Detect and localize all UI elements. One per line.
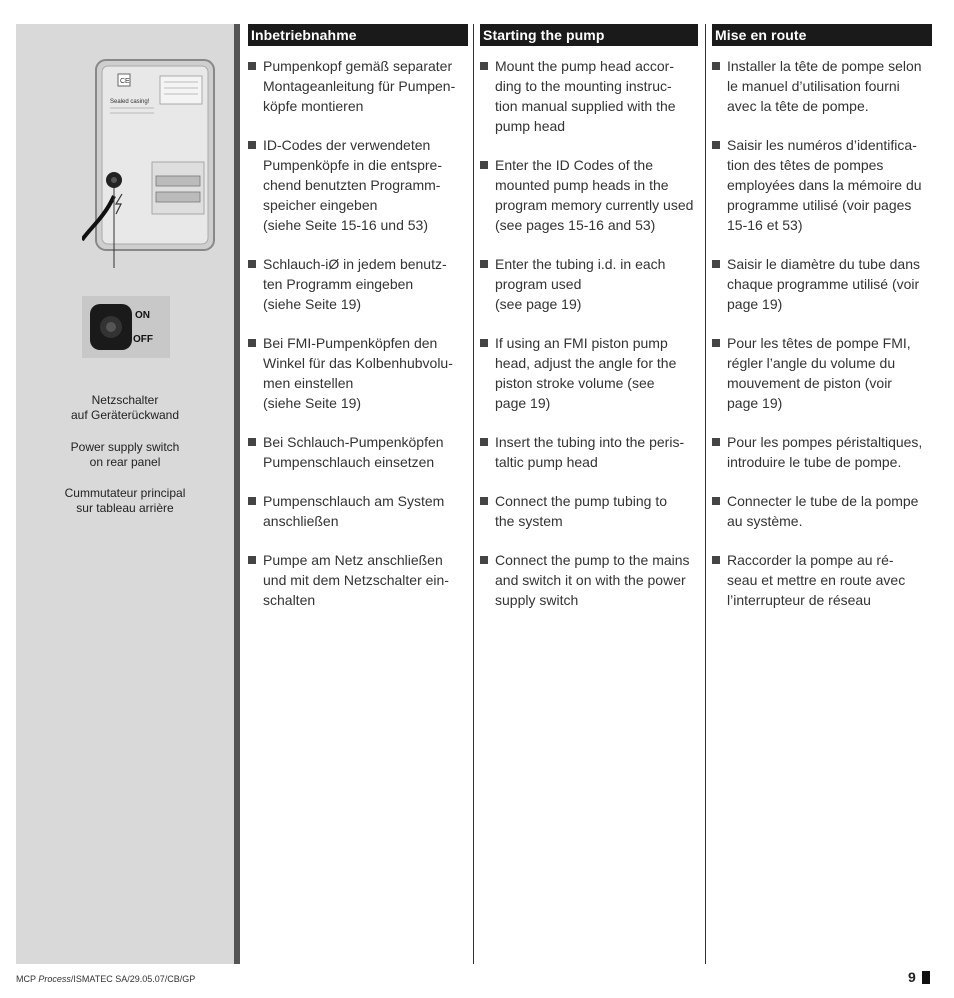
sidebar-rule: [234, 24, 240, 964]
bullet-square-icon: [248, 497, 256, 505]
list-item-text: Saisir le diamètre du tube dans chaque programme utilisé (voir page 19): [727, 256, 920, 312]
list-item: [480, 432, 698, 472]
column-french: [712, 24, 932, 629]
list-item-text: Pour les pompes péristaltiques, introduire le tube de pompe.: [727, 434, 923, 470]
caption-french: Cummutateur principal sur tableau arrière: [64, 486, 186, 515]
list-item-text: Schlauch-iØ in jedem benutz- ten Programm eingeben (siehe Seite 19): [263, 256, 447, 312]
bullet-square-icon: [712, 141, 720, 149]
footer-suffix: /ISMATEC SA/29.05.07/CB/GP: [70, 974, 196, 984]
switch-on-label: ON: [135, 310, 150, 321]
bullet-square-icon: [480, 62, 488, 70]
device-rear-panel-figure: [82, 58, 222, 268]
column-english: [480, 24, 698, 629]
bullet-square-icon: [712, 497, 720, 505]
bullet-square-icon: [712, 339, 720, 347]
list-item: [480, 254, 698, 314]
caption-english: Power supply switch on rear panel: [70, 440, 180, 469]
list-item: [712, 254, 932, 314]
list-item-text: Saisir les numéros d’identifica- tion des têtes de pompes employées dans la mémoire du programme utilisé (voir pages 15-16 et 53): [727, 137, 922, 233]
svg-text:CE: CE: [120, 78, 130, 85]
caption-german: Netzschalter auf Geräterückwand: [70, 393, 180, 422]
power-switch-closeup: [82, 296, 170, 358]
page-number: 9: [908, 969, 916, 985]
list-item: [248, 491, 468, 531]
list-item: [248, 333, 468, 413]
list-item: [248, 550, 468, 610]
list-item: [480, 56, 698, 136]
bullet-square-icon: [248, 260, 256, 268]
bullet-square-icon: [480, 161, 488, 169]
column-divider: [473, 24, 474, 964]
list-item-text: Connect the pump tubing to the system: [495, 493, 668, 529]
column-header: Mise en route: [712, 24, 932, 46]
bullet-square-icon: [248, 62, 256, 70]
list-item-text: Bei FMI-Pumpenköpfen den Winkel für das Kolbenhubvolu- men einstellen (siehe Seite 19): [263, 335, 453, 411]
list-item-text: Enter the ID Codes of the mounted pump heads in the program memory currently used (see pages 15-16 and 53): [495, 157, 694, 233]
list-item: [480, 550, 698, 610]
bullet-square-icon: [712, 556, 720, 564]
bullet-square-icon: [480, 438, 488, 446]
list-item: [248, 56, 468, 116]
instruction-list: [480, 56, 698, 610]
list-item-text: Pumpe am Netz anschließen und mit dem Netzschalter ein- schalten: [263, 552, 449, 608]
column-divider: [705, 24, 706, 964]
list-item: [248, 254, 468, 314]
bullet-square-icon: [248, 438, 256, 446]
list-item: [712, 135, 932, 235]
list-item-text: Bei Schlauch-Pumpenköpfen Pumpenschlauch einsetzen: [263, 434, 444, 470]
list-item: [480, 333, 698, 413]
device-label: Sealed casing!: [110, 99, 150, 105]
bullet-square-icon: [480, 339, 488, 347]
bullet-square-icon: [712, 260, 720, 268]
page-marker-block: [922, 971, 930, 984]
list-item-text: Raccorder la pompe au ré- seau et mettre en route avec l’interrupteur de réseau: [727, 552, 906, 608]
list-item-text: Pour les têtes de pompe FMI, régler l’angle du volume du mouvement de piston (voir page 19): [727, 335, 911, 411]
switch-off-label: OFF: [133, 334, 153, 345]
list-item: [712, 432, 932, 472]
list-item-text: Pumpenkopf gemäß separater Montageanleitung für Pumpen- köpfe montieren: [263, 58, 456, 114]
bullet-square-icon: [248, 141, 256, 149]
footer-reference: [16, 974, 195, 984]
column-german: [248, 24, 468, 629]
list-item-text: Enter the tubing i.d. in each program used (see page 19): [495, 256, 666, 312]
list-item-text: Mount the pump head accor- ding to the mounting instruc- tion manual supplied with the pump head: [495, 58, 676, 134]
list-item: [480, 491, 698, 531]
list-item-text: Insert the tubing into the peris- taltic pump head: [495, 434, 685, 470]
list-item-text: ID-Codes der verwendeten Pumpenköpfe in die entspre- chend benutzten Programm- speicher eingeben (siehe Seite 15-16 und 53): [263, 137, 442, 233]
column-header: Starting the pump: [480, 24, 698, 46]
bullet-square-icon: [248, 556, 256, 564]
list-item: [712, 491, 932, 531]
bullet-square-icon: [480, 497, 488, 505]
footer-italic: Process: [38, 974, 71, 984]
bullet-square-icon: [712, 438, 720, 446]
list-item: [712, 333, 932, 413]
list-item-text: Pumpenschlauch am System anschließen: [263, 493, 445, 529]
column-header: Inbetriebnahme: [248, 24, 468, 46]
list-item-text: Connecter le tube de la pompe au système.: [727, 493, 919, 529]
list-item-text: Connect the pump to the mains and switch it on with the power supply switch: [495, 552, 690, 608]
list-item: [712, 56, 932, 116]
bullet-square-icon: [480, 556, 488, 564]
list-item-text: Installer la tête de pompe selon le manuel d’utilisation fourni avec la tête de pompe.: [727, 58, 922, 114]
list-item: [248, 135, 468, 235]
bullet-square-icon: [712, 62, 720, 70]
list-item: [480, 155, 698, 235]
instruction-list: [248, 56, 468, 610]
list-item-text: If using an FMI piston pump head, adjust the angle for the piston stroke volume (see page 19): [495, 335, 677, 411]
list-item: [248, 432, 468, 472]
bullet-square-icon: [480, 260, 488, 268]
instruction-list: [712, 56, 932, 610]
list-item: [712, 550, 932, 610]
footer-prefix: MCP: [16, 974, 39, 984]
bullet-square-icon: [248, 339, 256, 347]
